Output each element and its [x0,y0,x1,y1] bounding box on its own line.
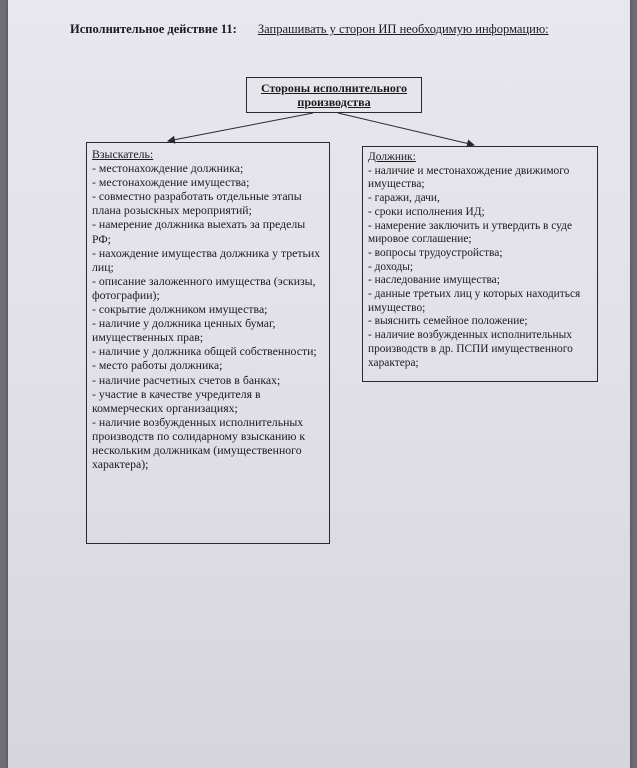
list-item: - наличие и местонахождение движимого имущества; [368,164,570,191]
list-item: - нахождение имущества должника у третьих лиц; [92,245,321,274]
parties-title-line2: производства [297,95,371,109]
debtor-list [368,165,592,371]
list-item: - намерение заключить и утвердить в суде мировое соглашение; [368,219,572,246]
list-item: - выяснить семейное положение; [368,315,528,328]
arrow-to-debtor [338,113,474,145]
parties-box [246,77,422,113]
list-item: - сокрытие должником имущества; [92,302,268,317]
list-item: - вопросы трудоустройства; [368,246,503,259]
arrow-to-creditor [168,113,313,141]
list-item: - участие в качестве учредителя в коммерческих организациях; [92,386,261,415]
list-item: - наличие возбужденных исполнительных производств по солидарному взысканию к нескольким должникам (имущественного характера); [92,414,306,472]
list-item: - местонахождение имущества; [92,175,250,190]
action-text: Запрашивать у сторон ИП необходимую информацию: [257,22,549,36]
list-item: - сроки исполнения ИД; [368,205,485,218]
list-item: - наследование имущества; [368,274,500,287]
list-item: - описание заложенного имущества (эскизы, фотографии); [92,273,316,302]
parties-title-line1: Стороны исполнительного [260,81,408,95]
debtor-title: Должник: [368,151,416,163]
document-page [8,0,630,768]
list-item: - наличие расчетных счетов в банках; [92,372,281,387]
list-item: - местонахождение должника; [92,161,244,176]
list-item: - наличие у должника общей собственности; [92,344,317,359]
list-item: - намерение должника выехать за пределы РФ; [92,217,306,246]
list-item: - доходы; [368,260,414,273]
creditor-list [92,161,324,471]
list-item: - место работы должника; [92,358,223,373]
creditor-title: Взыскатель: [92,147,154,161]
list-item: - гаражи, дачи, [368,192,440,205]
list-item: - данные третьих лиц у которых находиться имущество; [368,288,581,314]
action-label: Исполнительное действие 11: [70,22,237,36]
debtor-box [362,146,598,382]
creditor-box [86,142,330,544]
list-item: - совместно разработать отдельные этапы плана розыскных мероприятий; [92,189,302,218]
list-item: - наличие возбужденных исполнительных производств в др. ПСПИ имущественного характера; [368,329,573,369]
list-item: - наличие у должника ценных бумаг, имущественных прав; [92,316,276,345]
